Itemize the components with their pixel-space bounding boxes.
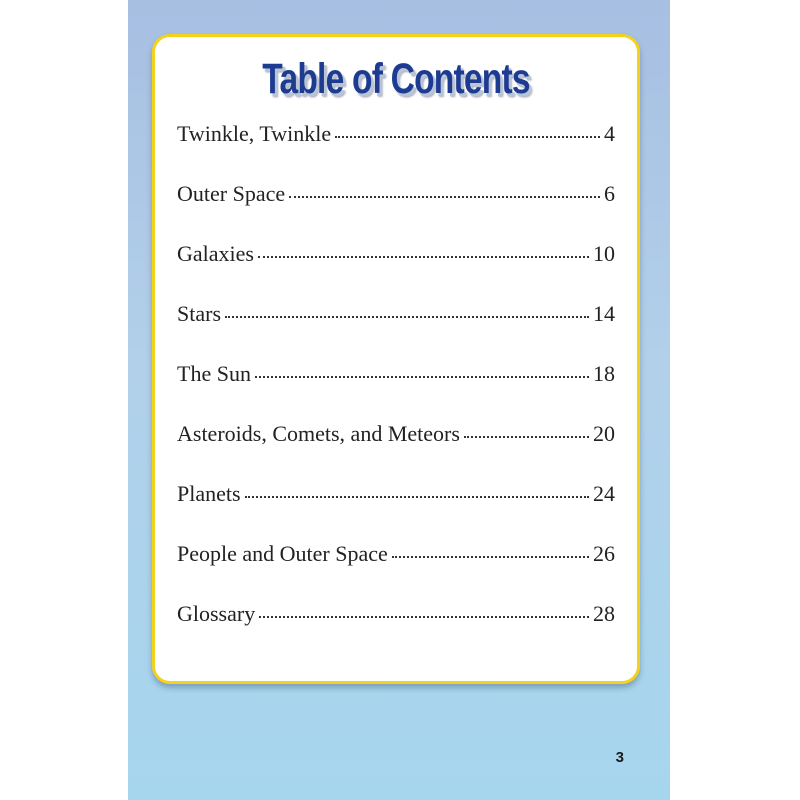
toc-entry-page: 4 <box>604 121 615 146</box>
dot-leader <box>335 136 600 138</box>
toc-entry[interactable] <box>177 481 615 541</box>
toc-entry-label: Glossary <box>177 601 256 626</box>
toc-entry-label: People and Outer Space <box>177 541 388 566</box>
toc-entry-page: 6 <box>604 181 615 206</box>
toc-entry[interactable] <box>177 121 615 181</box>
toc-entry-label: Planets <box>177 481 241 506</box>
toc-entry[interactable] <box>177 241 615 301</box>
toc-entry-page: 14 <box>593 301 615 326</box>
toc-entry-page: 24 <box>593 481 615 506</box>
dot-leader <box>464 436 589 438</box>
toc-entry[interactable] <box>177 421 615 481</box>
toc-entry[interactable] <box>177 301 615 361</box>
dot-leader <box>392 556 589 558</box>
toc-entry[interactable] <box>177 181 615 241</box>
toc-entry-page: 26 <box>593 541 615 566</box>
toc-entry[interactable] <box>177 541 615 601</box>
toc-entry-label: Twinkle, Twinkle <box>177 121 332 146</box>
toc-entry-label: Stars <box>177 301 221 326</box>
dot-leader <box>255 376 589 378</box>
toc-entry-label: The Sun <box>177 361 251 386</box>
toc-list <box>177 121 615 661</box>
dot-leader <box>245 496 589 498</box>
toc-entry-page: 18 <box>593 361 615 386</box>
toc-entry[interactable] <box>177 601 615 661</box>
dot-leader <box>258 256 589 258</box>
toc-entry-label: Outer Space <box>177 181 286 206</box>
toc-entry-page: 28 <box>593 601 615 626</box>
dot-leader <box>259 616 589 618</box>
page-title: Table of Contents <box>262 55 530 103</box>
book-page <box>128 0 670 800</box>
page-number: 3 <box>615 749 624 766</box>
toc-entry-label: Asteroids, Comets, and Meteors <box>177 421 460 446</box>
dot-leader <box>289 196 600 198</box>
dot-leader <box>225 316 589 318</box>
toc-entry[interactable] <box>177 361 615 421</box>
toc-card <box>152 34 640 684</box>
toc-entry-page: 20 <box>593 421 615 446</box>
toc-entry-label: Galaxies <box>177 241 254 266</box>
toc-entry-page: 10 <box>593 241 615 266</box>
